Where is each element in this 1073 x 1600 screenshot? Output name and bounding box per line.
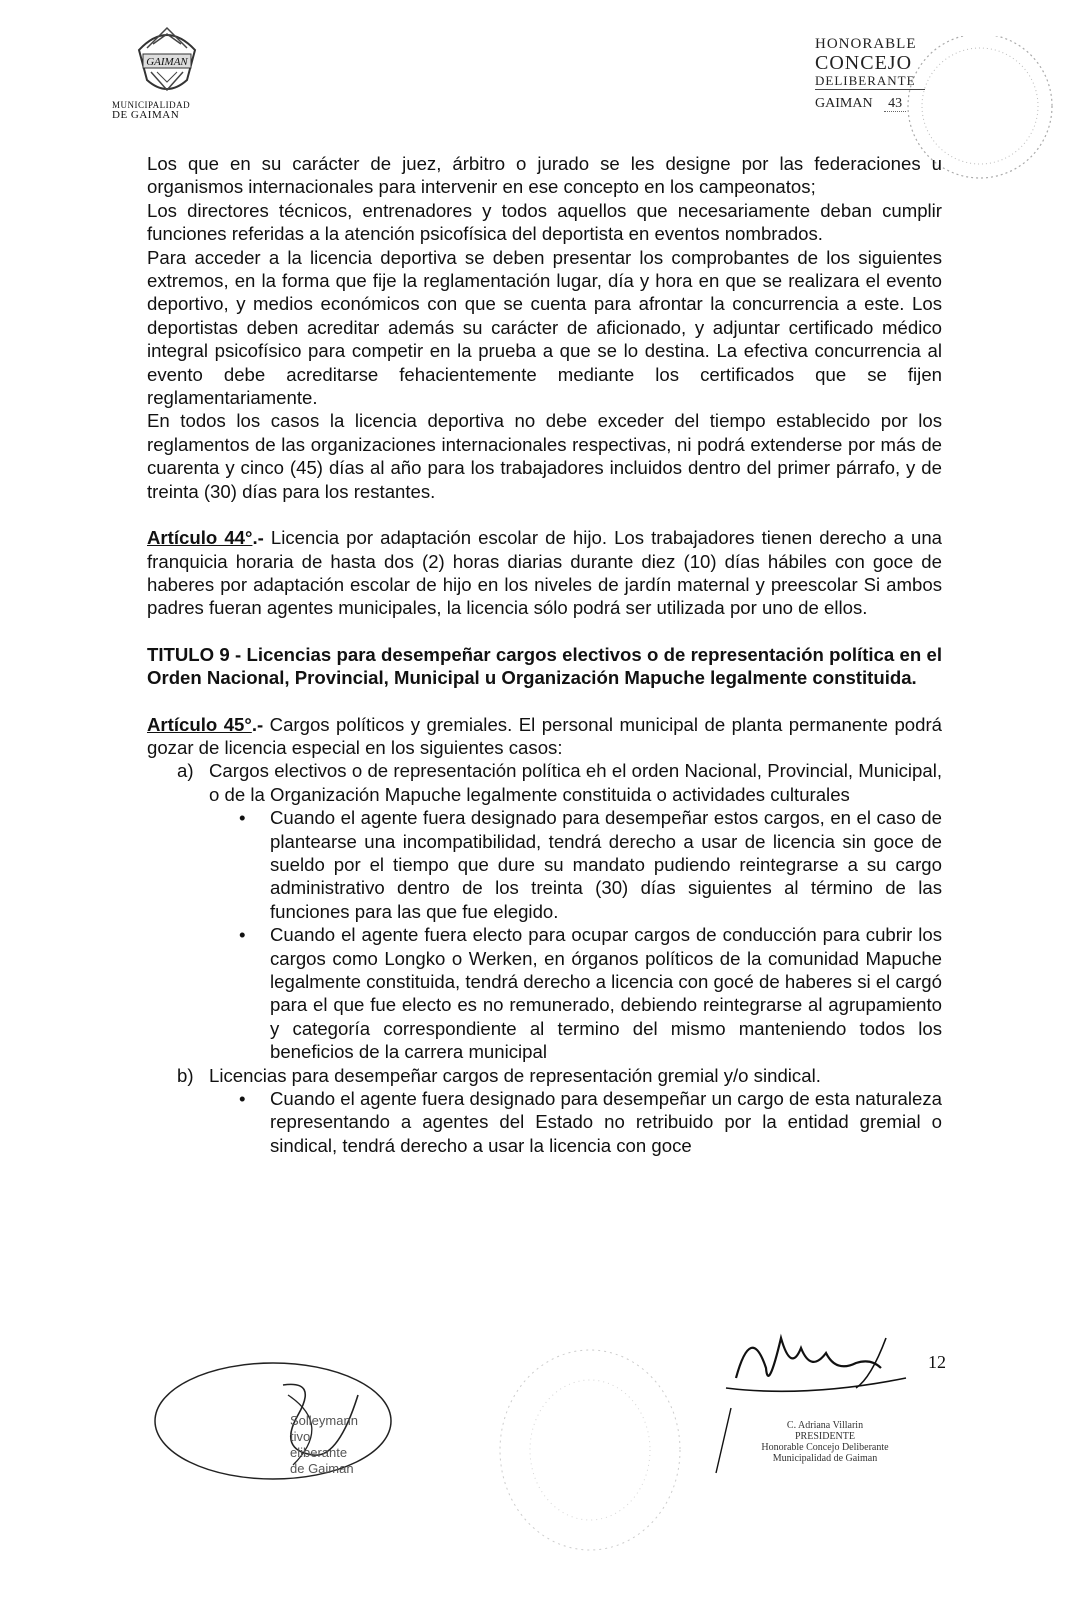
right-signatory-name: C. Adriana Villarin [786,1420,864,1431]
paragraph-4: En todos los casos la licencia deportiva no debe exceder del tiempo establecido por los reglamentos de las organizaciones internacionales respectivas, ni podrá extenderse por más de cuarenta y cinco (45) días al año para los trabajadores incluidos dentro del primer párrafo, y de treinta (30) días para los restantes. [147,410,942,502]
right-signatory-body: Honorable Concejo Deliberante [761,1442,889,1453]
article-45-separator: .- [251,713,264,735]
paragraph-2: Los directores técnicos, entrenadores y todos aquellos que necesariamente deban cumplir funciones referidas a la atención psicofísica del deportista en eventos nombrados. [147,199,942,245]
list-item-b-text: Licencias para desempeñar cargos de representación gremial y/o sindical. [209,1064,821,1086]
faint-seal-icon [490,1340,690,1560]
right-signatory-title: PRESIDENTE [795,1431,855,1442]
article-44-separator: .- [252,527,264,549]
left-seal-place: de Gaiman [290,1461,354,1476]
left-seal-name: Solleymann [290,1413,358,1428]
municipality-line1: MUNICIPALIDAD [112,100,191,110]
bullet-icon: • [239,807,246,829]
left-seal-body: eliberante [290,1445,348,1460]
council-line3: DELIBERANTE [815,73,925,90]
logo-text: GAIMAN [146,56,188,68]
bullet-a2-text: Cuando el agente fuera electo para ocupar cargos de conducción para cubrir los cargos como Longko o Werken, en órganos políticos de la comunidad Mapuche legalmente constituida, tendrá derecho a licencia con gocé de haberes si el cargó para el que fue electo es no remunerado, debiendo reintegrarse al agrupamiento y categoría correspondiente al termino del mismo manteniendo todos los beneficios de la carrera municipal [270,924,942,1063]
bullet-a2 [147,923,942,1063]
paragraph-3: Para acceder a la licencia deportiva se deben presentar los comprobantes de los siguientes extremos, en la forma que fije la reglamentación lugar, día y hora en que se realizara el evento deportivo, y medios económicos con que se cuenta para afrontar la concurrencia a este. Los deportistas deben acreditar además su carácter de aficionado, y adjuntar certificado médico integral psicofísico para competir en la prueba a que se lo destina. La efectiva concurrencia al evento debe acreditarse fehacientemente mediante los certificados que se fijen reglamentariamente. [147,246,942,409]
folio-number: 43 [884,96,906,112]
municipality-crest-icon [127,20,207,100]
council-city-line [815,96,995,112]
titulo-9-heading: TITULO 9 - Licencias para desempeñar cargos electivos o de representación política en el Orden Nacional, Provincial, Municipal u Organización Mapuche legalmente constituida. [147,643,942,689]
paragraph-1: Los que en su carácter de juez, árbitro o jurado se les designe por las federaciones u organismos internacionales para intervenir en ese concepto en los campeonatos; [147,153,942,198]
document-body [147,152,942,1157]
list-item-a-marker: a) [177,760,194,782]
article-44 [147,526,942,620]
article-44-label: Artículo 44° [147,527,253,549]
council-line1: HONORABLE [815,36,917,52]
bullet-icon: • [239,924,246,946]
left-seal-text [290,1413,358,1477]
page-number: 12 [928,1352,946,1372]
article-45-text: Cargos políticos y gremiales. El personal municipal de planta permanente podrá gozar de licencia especial en los siguientes casos: [147,713,942,758]
left-seal-signature-icon [148,1355,398,1485]
list-item-a-text: Cargos electivos o de representación política eh el orden Nacional, Provincial, Municipal, o de la Organización Mapuche legalmente constituida o actividades culturales [209,760,942,805]
municipality-logo [112,20,222,120]
bullet-icon: • [239,1088,246,1110]
council-line2: CONCEJO [815,52,913,74]
council-line4: GAIMAN [815,96,873,111]
bullet-a1 [147,806,942,923]
list-item-b-marker: b) [177,1064,194,1086]
council-header [815,36,995,112]
article-44-text: Licencia por adaptación escolar de hijo. Los trabajadores tienen derecho a una franquicia horaria de hasta dos (2) horas diarias durante diez (10) días hábiles con goce de haberes por adaptación escolar de hijo en los niveles de jardín maternal y preescolar Si ambos padres fueran agentes municipales, la licencia sólo podrá ser utilizada por uno de ellos. [147,527,943,619]
bullet-b1 [147,1087,942,1157]
bullet-b1-text: Cuando el agente fuera designado para desempeñar un cargo de esta naturaleza representando a agentes del Estado no retribuido por la entidad gremial o sindical, tendrá derecho a usar la licencia con goce [270,1088,942,1156]
list-item-a [147,759,942,806]
list-item-b [147,1064,942,1087]
left-seal-role: tivo [290,1429,311,1444]
right-signatory-place: Municipalidad de Gaiman [772,1453,878,1464]
right-signatory-stamp [740,1420,910,1464]
article-45 [147,713,942,760]
article-45-label: Artículo 45° [147,713,252,735]
municipality-line2: DE GAIMAN [112,109,180,121]
municipality-caption [112,100,222,120]
bullet-a1-text: Cuando el agente fuera designado para desempeñar estos cargos, en el caso de plantearse una incompatibilidad, tendrá derecho a usar de licencia sin goce de sueldo por el tiempo que dure su mandato pudiendo reintegrarse a su cargo administrativo dentro de los treinta (30) días siguientes al término de las funciones para las que fue elegido. [270,807,942,922]
